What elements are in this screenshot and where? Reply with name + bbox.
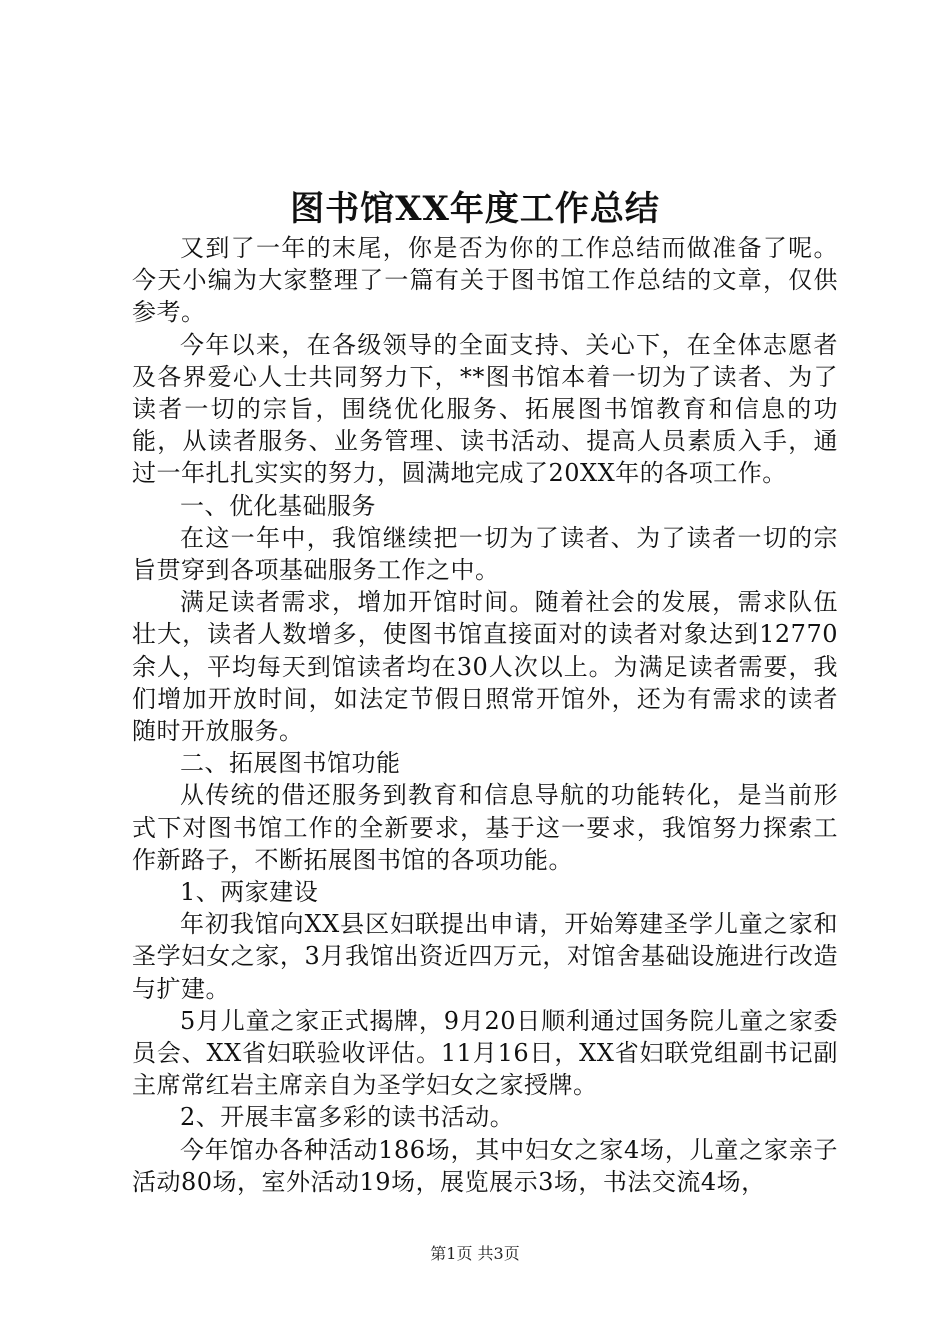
paragraph-unveiling: 5月儿童之家正式揭牌，9月20日顺利通过国务院儿童之家委员会、XX省妇联验收评估。11月16日，XX省妇联党组副书记副主席常红岩主席亲自为圣学妇女之家授牌。 — [132, 1006, 838, 1100]
paragraph-intro: 又到了一年的末尾，你是否为你的工作总结而做准备了呢。今天小编为大家整理了一篇有关于图书馆工作总结的文章，仅供参考。 — [132, 234, 838, 327]
page-footer: 第1页 共3页 — [430, 1244, 520, 1263]
document-title: 图书馆XX年度工作总结 — [290, 189, 660, 229]
subsection-heading-2: 2、开展丰富多彩的读书活动。 — [180, 1103, 515, 1132]
document-body — [132, 232, 838, 1198]
paragraph-function-expansion: 从传统的借还服务到教育和信息导航的功能转化，是当前形式下对图书馆工作的全新要求，基于这一要求，我馆努力探索工作新路子，不断拓展图书馆的各项功能。 — [132, 781, 838, 874]
paragraph-basic-service: 在这一年中，我馆继续把一切为了读者、为了读者一切的宗旨贯穿到各项基础服务工作之中。 — [132, 523, 838, 585]
paragraph-overview: 今年以来，在各级领导的全面支持、关心下，在全体志愿者及各界爱心人士共同努力下，**图书馆本着一切为了读者、为了读者一切的宗旨，围绕优化服务、拓展图书馆教育和信息的功能，从读者服务、业务管理、读书活动、提高人员素质入手，通过一年扎扎实实的努力，圆满地完成了20XX年的各项工作。 — [132, 330, 838, 488]
paragraph-activities: 今年馆办各种活动186场，其中妇女之家4场，儿童之家亲子活动80场，室外活动19场，展览展示3场，书法交流4场， — [132, 1135, 838, 1196]
subsection-heading-1: 1、两家建设 — [180, 878, 319, 907]
section-heading-1: 一、优化基础服务 — [180, 491, 376, 520]
paragraph-two-homes: 年初我馆向XX县区妇联提出申请，开始筹建圣学儿童之家和圣学妇女之家，3月我馆出资近四万元，对馆舍基础设施进行改造与扩建。 — [132, 910, 838, 1003]
paragraph-reader-needs: 满足读者需求，增加开馆时间。随着社会的发展，需求队伍壮大，读者人数增多，使图书馆直接面对的读者对象达到12770余人，平均每天到馆读者均在30人次以上。为满足读者需要，我们增加开放时间，如法定节假日照常开馆外，还为有需求的读者随时开放服务。 — [132, 588, 838, 746]
section-heading-2: 二、拓展图书馆功能 — [180, 749, 401, 778]
